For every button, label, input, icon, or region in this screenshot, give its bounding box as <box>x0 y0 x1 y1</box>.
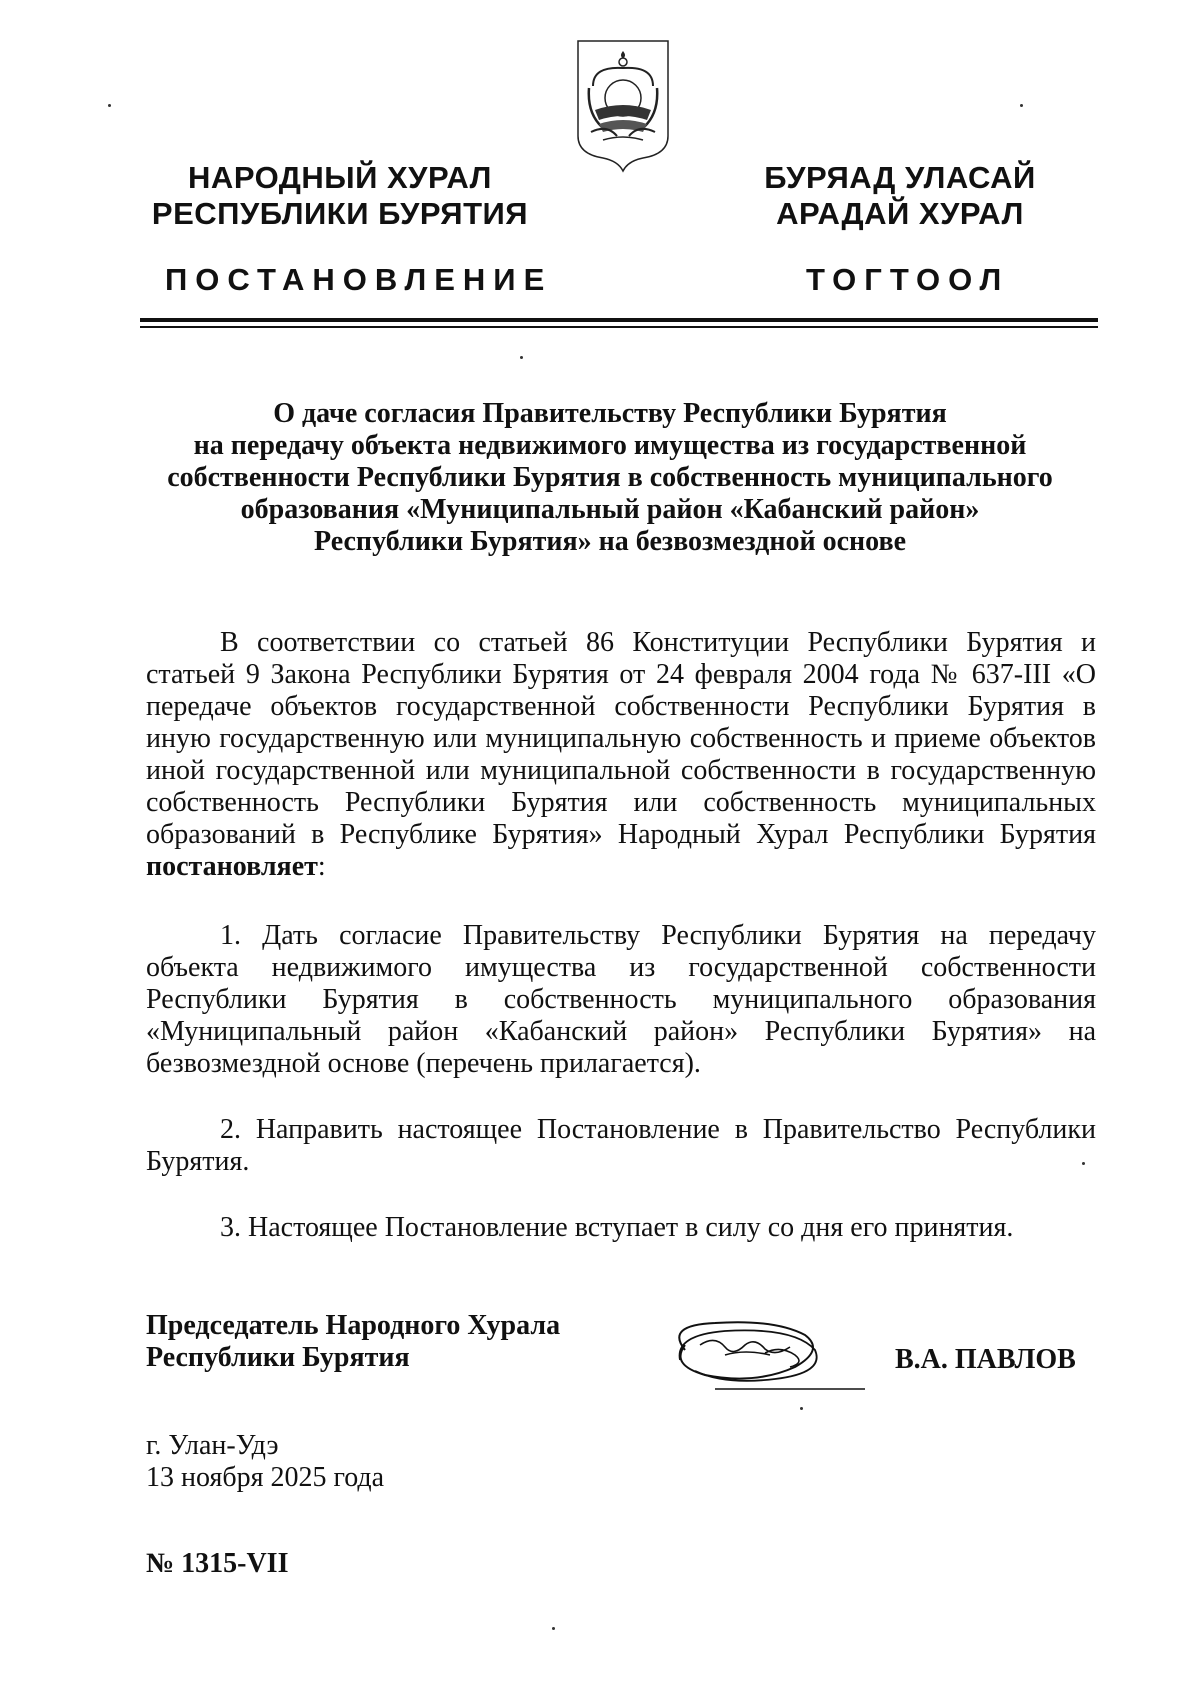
scan-speck <box>552 1627 555 1630</box>
scan-speck <box>108 104 111 107</box>
document-kind-buryat: ТОГТООЛ <box>806 262 1010 297</box>
issuer-name-bua-line1: БУРЯАД УЛАСАЙ <box>764 160 1036 195</box>
title-line: на передачу объекта недвижимого имущества из государственной <box>193 430 1027 461</box>
issuer-name-ru-line1: НАРОДНЫЙ ХУРАЛ <box>188 160 492 195</box>
issuer-name-bua-line2: АРАДАЙ ХУРАЛ <box>776 196 1024 231</box>
document-kind-russian: ПОСТАНОВЛЕНИЕ <box>165 262 553 297</box>
signatory-name: В.А. ПАВЛОВ <box>895 1344 1076 1375</box>
header-divider-thin <box>140 326 1098 328</box>
scan-speck <box>800 1407 803 1410</box>
preamble-verb: постановляет <box>146 851 318 882</box>
preamble-text: В соответствии со статьей 86 Конституции Республики Бурятия и статьей 9 Закона Республики Бурятия от 24 февраля 2004 года № 637-III «О передаче объектов государственной собственности Республики Бурятия в иную государственную или муниципальную собственность и приеме объектов иной государственной или муниципальной собственности в государственную собственность Республики Бурятия или собственность муниципальных образований в Республике Бурятия» Народный Хурал Республики Бурятия <box>146 627 1096 850</box>
document-title <box>150 398 1070 558</box>
title-line: образования «Муниципальный район «Кабанский район» <box>240 494 980 525</box>
issuer-name-ru-line2: РЕСПУБЛИКИ БУРЯТИЯ <box>151 196 529 231</box>
signatory-position-line2: Республики Бурятия <box>146 1342 410 1373</box>
handwritten-signature-icon <box>655 1305 875 1405</box>
document-number: № 1315-VII <box>146 1548 289 1579</box>
resolution-item-3: 3. Настоящее Постановление вступает в силу со дня его принятия. <box>220 1212 1014 1243</box>
issuer-name-russian <box>130 160 550 232</box>
header-divider-thick <box>140 318 1098 322</box>
title-line: собственности Республики Бурятия в собственность муниципального <box>167 462 1053 493</box>
signatory-position-line1: Председатель Народного Хурала <box>146 1310 561 1341</box>
coat-of-arms-icon <box>573 36 673 176</box>
date: 13 ноября 2025 года <box>146 1462 385 1493</box>
place-and-date <box>146 1430 384 1494</box>
title-line: Республики Бурятия» на безвозмездной основе <box>314 526 906 557</box>
preamble-paragraph <box>146 627 1096 883</box>
city: г. Улан-Удэ <box>146 1430 279 1461</box>
scan-speck <box>1020 104 1023 107</box>
title-line: О даче согласия Правительству Республики Бурятия <box>273 398 947 429</box>
resolution-item-1: 1. Дать согласие Правительству Республики Бурятия на передачу объекта недвижимого имущества из государственной собственности Республики Бурятия в собственность муниципального образования «Муниципальный район «Кабанский район» Республики Бурятия» на безвозмездной основе (перечень прилагается). <box>146 920 1096 1079</box>
signatory-position <box>146 1310 560 1374</box>
preamble-colon: : <box>317 851 326 882</box>
scan-speck <box>520 356 523 359</box>
resolution-item-2: 2. Направить настоящее Постановление в Правительство Республики Бурятия. <box>146 1114 1096 1177</box>
scan-speck <box>1082 1162 1085 1165</box>
issuer-name-buryat <box>730 160 1070 232</box>
